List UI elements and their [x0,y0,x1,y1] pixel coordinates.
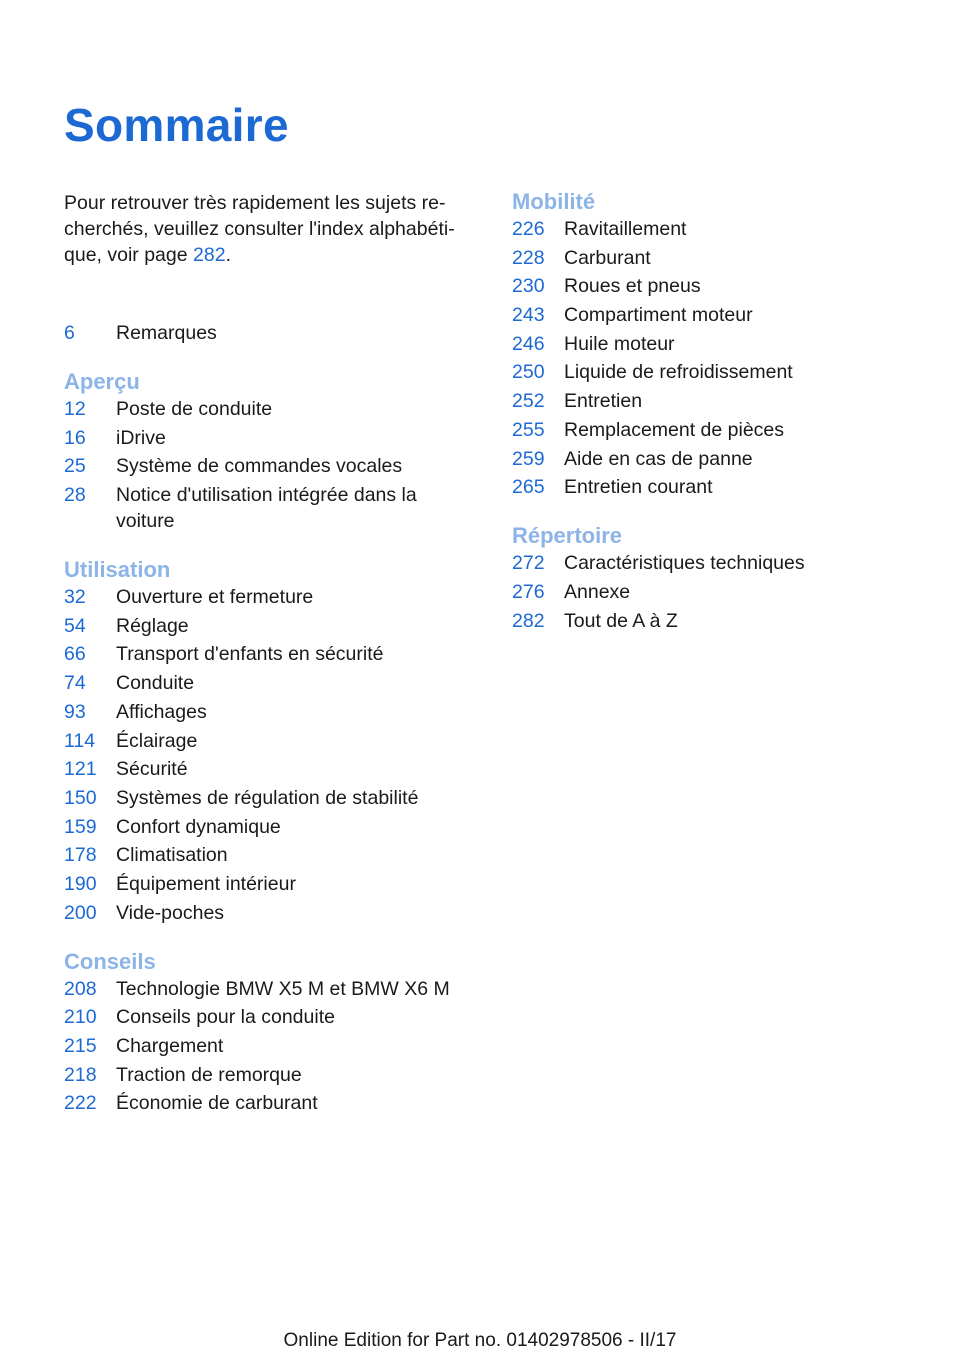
toc-page-number: 246 [512,332,545,355]
toc-entry[interactable] [512,608,912,634]
toc-entry[interactable] [64,396,464,422]
toc-page-number: 6 [64,322,75,344]
right-sections [512,188,912,634]
toc-entry-title: Traction de remorque [116,1063,302,1086]
toc-page-number: 250 [512,361,545,384]
toc-entry[interactable] [512,331,912,357]
toc-page-number: 226 [512,218,545,240]
toc-entry[interactable] [64,641,464,667]
intro-text: Pour retrouver très rapidement les sujets re‑ cherchés, veuillez consulter l'index alphabéti‑ que, voir page [64,192,455,266]
toc-page-number: 74 [64,672,86,695]
toc-entry-title: Caractéristiques techniques [564,552,805,575]
toc-entry-title: Systèmes de régulation de stabilité [116,786,419,809]
toc-entry-title: Remarques [116,322,217,344]
toc-page-number: 12 [64,398,86,420]
toc-entry[interactable] [64,785,464,811]
toc-entry[interactable] [512,302,912,328]
section-heading: Mobilité [512,189,596,214]
toc-entry[interactable] [64,699,464,725]
section-heading: Aperçu [64,369,140,394]
toc-section-conseils [64,948,464,1117]
toc-section-mobilite [512,188,912,500]
toc-entry[interactable] [64,613,464,639]
toc-entry-title: iDrive [116,426,166,449]
toc-page-number: 190 [64,872,97,895]
toc-entry-title: Liquide de refroidissement [564,361,793,384]
left-sections [64,368,464,1116]
toc-entry-title: Affichages [116,700,207,723]
toc-entry[interactable] [512,550,912,576]
section-heading: Utilisation [64,557,171,583]
toc-entry-title: Confort dynamique [116,815,281,838]
index-page-link[interactable]: 282 [193,244,226,266]
toc-entry[interactable] [64,842,464,868]
toc-entry-title: Conseils pour la conduite [116,1006,335,1029]
page-title: Sommaire [64,99,289,151]
toc-entry-title: Aide en cas de panne [564,447,753,470]
toc-entry-title: Ouverture et fermeture [116,586,314,609]
toc-entry[interactable] [64,814,464,840]
toc-page-number: 178 [64,844,97,867]
toc-entry[interactable] [64,756,464,782]
toc-entry-title: Remplacement de pièces [564,418,785,441]
toc-page-number: 252 [512,390,545,413]
toc-entry-title: Conduite [116,672,195,695]
toc-right-column [512,188,912,656]
toc-page-number: 215 [64,1035,97,1057]
toc-entry-title: Transport d'enfants en sécurité [116,643,384,666]
toc-entry[interactable] [64,900,464,926]
toc-page-number: 16 [64,426,86,449]
toc-entry-title: Tout de A à Z [564,609,678,632]
toc-section-repertoire [512,522,912,633]
toc-entry[interactable] [64,1062,464,1088]
toc-entry-title: Éclairage [116,729,198,752]
toc-entry-title: Réglage [116,614,189,637]
toc-entry-title: Économie de carburant [116,1092,318,1115]
toc-entry[interactable] [512,446,912,472]
toc-page-number: 230 [512,275,545,298]
toc-entry[interactable] [64,1033,464,1059]
toc-entry[interactable] [512,417,912,443]
toc-page-number: 222 [64,1092,97,1115]
toc-entry-title: Sécurité [116,758,188,781]
toc-entry[interactable] [64,453,464,479]
toc-entry[interactable] [64,976,464,1002]
footer-edition: Online Edition for Part no. 01402978506 - II/17 [283,1330,677,1351]
toc-entry-title: Système de commandes vocales [116,455,403,478]
toc-entry-title: Équipement intérieur [116,872,296,895]
toc-entry[interactable] [64,320,464,346]
toc-section-apercu [64,368,464,534]
toc-page-number: 255 [512,418,545,441]
toc-entry-title: Technologie BMW X5 M et BMW X6 M [116,977,450,1000]
toc-entry-title: Poste de conduite [116,398,273,420]
toc-entry-title: Climatisation [116,844,228,867]
toc-entry[interactable] [512,245,912,271]
section-heading: Conseils [64,948,156,974]
toc-entry-title: Ravitaillement [564,218,687,240]
toc-entry[interactable] [512,216,912,242]
toc-entry-title: Chargement [116,1035,224,1057]
toc-entry[interactable] [64,871,464,897]
toc-page-number: 25 [64,455,86,478]
toc-page-number: 228 [512,246,545,269]
toc-entry-title: Huile moteur [564,332,675,355]
toc-page-number: 200 [64,901,97,924]
toc-entry[interactable] [64,1004,464,1030]
toc-page-number: 32 [64,586,86,609]
toc-page-number: 218 [64,1063,97,1086]
toc-page-number: 66 [64,643,86,666]
toc-entry[interactable] [64,728,464,754]
toc-entry-title: Compartiment moteur [564,304,753,327]
toc-entry[interactable] [64,670,464,696]
toc-page-number: 150 [64,786,97,809]
toc-entry[interactable] [64,425,464,451]
section-heading: Répertoire [512,523,623,549]
toc-page-number: 272 [512,552,545,575]
toc-entry-title: Notice d'utilisation intégrée dans la voiture [116,484,417,533]
toc-page-number: 208 [64,977,97,1000]
toc-page-number: 265 [512,476,545,499]
toc-entry[interactable] [512,359,912,385]
toc-entry[interactable] [512,579,912,605]
toc-page-number: 282 [512,609,545,632]
toc-page-number: 243 [512,304,545,327]
toc-page-number: 114 [64,729,96,752]
toc-entry[interactable] [64,1090,464,1116]
toc-page-number: 210 [64,1006,97,1029]
toc-entry[interactable] [512,388,912,414]
toc-entry-title: Entretien [564,390,643,413]
toc-page-number: 276 [512,580,545,603]
toc-page-number: 93 [64,700,86,723]
toc-section-utilisation [64,556,464,926]
toc-entry-title: Roues et pneus [564,275,701,298]
toc-entry-title: Entretien courant [564,476,713,499]
toc-page-number: 121 [64,758,97,781]
toc-page-number: 54 [64,614,86,637]
toc-entry-title: Annexe [564,580,631,603]
toc-entry[interactable] [512,474,912,500]
toc-left-column [64,190,464,1138]
toc-entry[interactable] [64,584,464,610]
toc-entry[interactable] [512,273,912,299]
toc-page-number: 259 [512,447,545,470]
toc-page-number: 159 [64,815,97,838]
toc-entry-title: Vide-poches [116,901,225,924]
intro-paragraph [64,190,464,268]
intro-end: . [225,244,231,266]
toc-entry[interactable] [64,482,464,534]
toc-section-remarques [64,320,464,346]
toc-page-number: 28 [64,484,86,507]
toc-entry-title: Carburant [564,246,651,269]
